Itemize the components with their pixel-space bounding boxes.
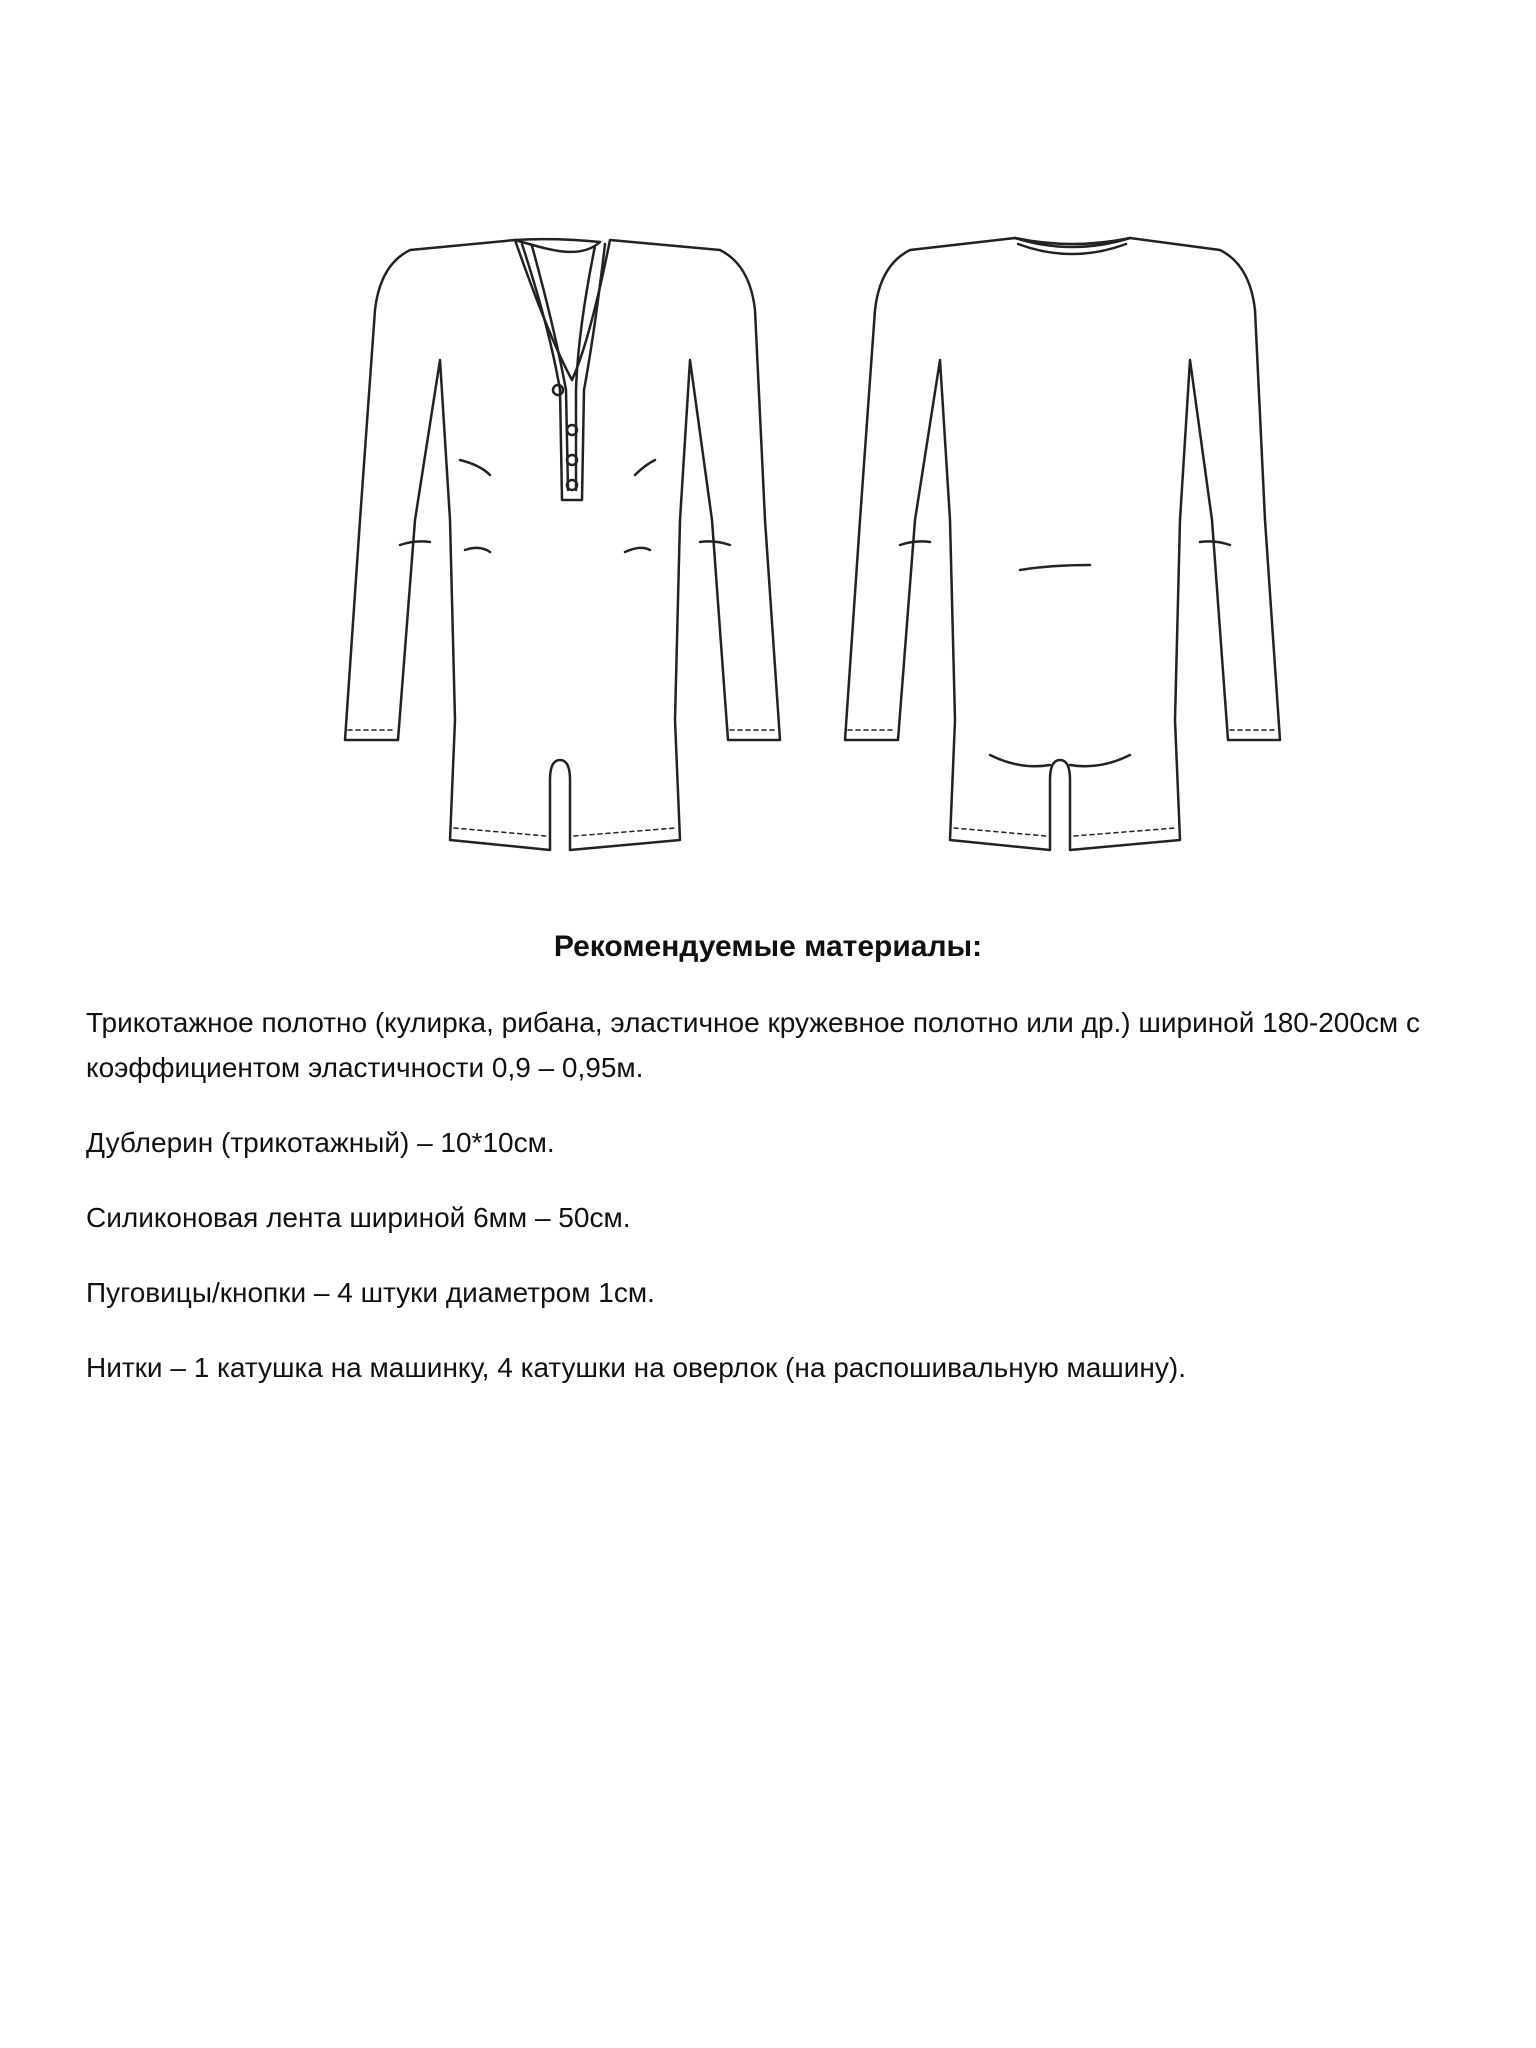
material-buttons: Пуговицы/кнопки – 4 штуки диаметром 1см. [86, 1277, 655, 1308]
materials-heading: Рекомендуемые материалы: [553, 930, 983, 963]
material-silicone-tape: Силиконовая лента шириной 6мм – 50см. [86, 1202, 631, 1233]
materials-list [86, 1000, 1466, 1420]
technical-sketch [250, 220, 1290, 900]
front-button-1 [553, 385, 563, 395]
front-body-outline [515, 239, 600, 252]
material-interfacing: Дублерин (трикотажный) – 10*10см. [86, 1127, 555, 1158]
back-view-garment [845, 238, 1280, 850]
front-view-garment [345, 239, 780, 850]
material-fabric: Трикотажное полотно (кулирка, рибана, эластичное кружевное полотно или др.) шириной 180-200см с коэффициентом эластичности 0,9 – 0,95м. [86, 1007, 1420, 1083]
material-threads: Нитки – 1 катушка на машинку, 4 катушки на оверлок (на распошивальную машину). [86, 1352, 1186, 1383]
